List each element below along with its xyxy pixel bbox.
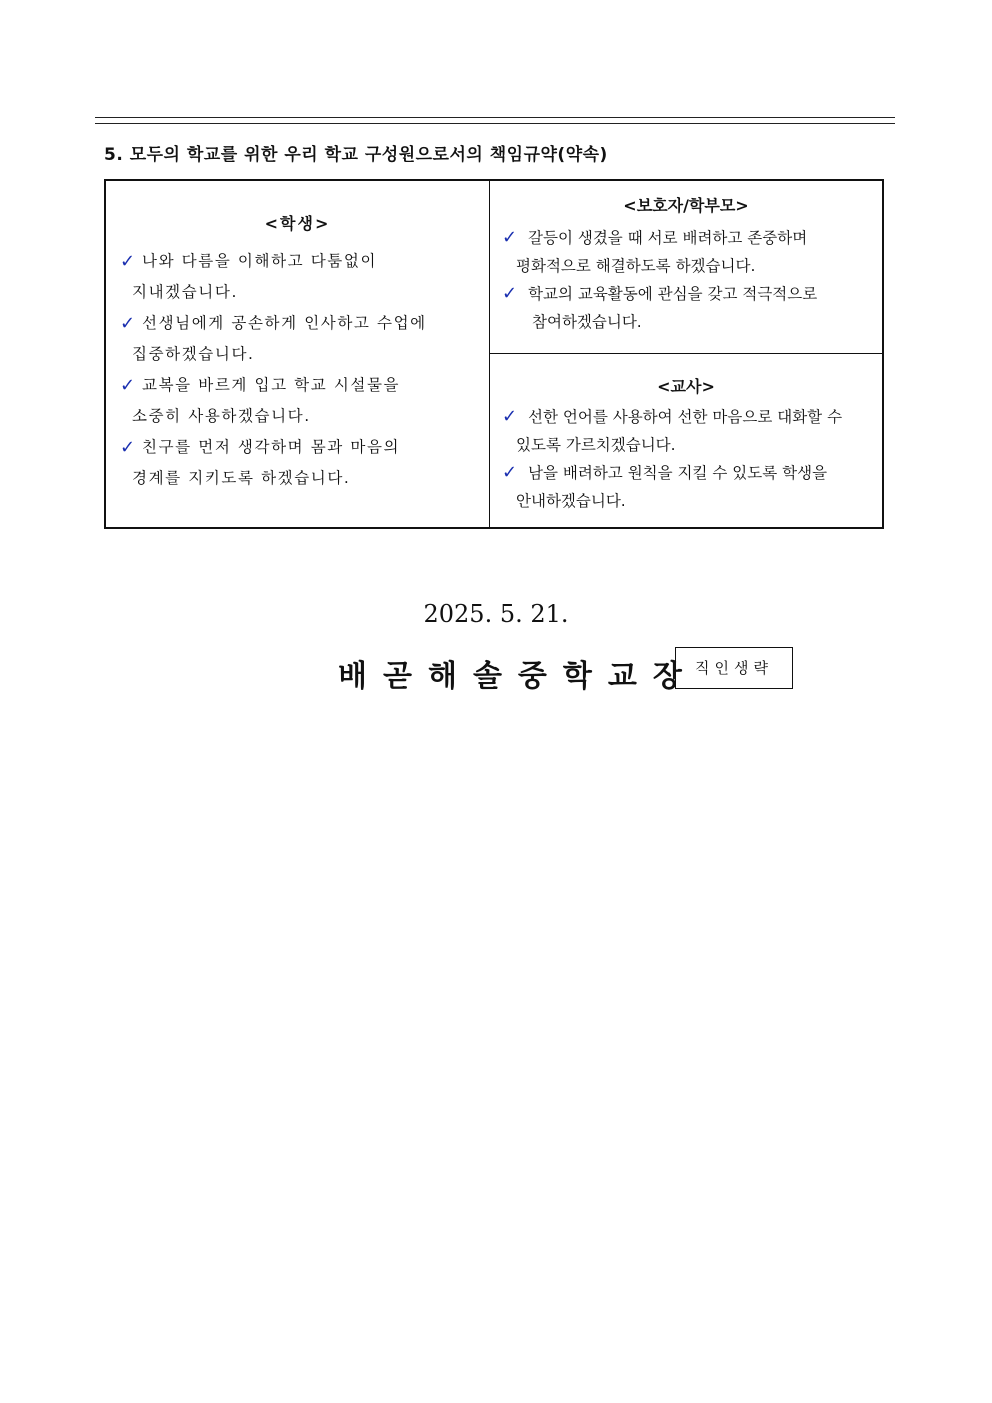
check-icon: ✓: [502, 283, 518, 304]
list-item: ✓ 선생님에게 공손하게 인사하고 수업에 집중하겠습니다.: [142, 308, 469, 370]
top-double-rule: [95, 117, 895, 124]
list-item: ✓ 나와 다름을 이해하고 다툼없이 지내겠습니다.: [142, 246, 469, 308]
teacher-cell: [490, 354, 882, 527]
check-icon: ✓: [502, 227, 518, 248]
list-item: ✓ 갈등이 생겼을 때 서로 배려하고 존중하며 평화적으로 해결하도록 하겠습니다.: [528, 224, 868, 280]
parent-heading: <보호자/학부모>: [623, 196, 749, 215]
teacher-heading: <교사>: [657, 377, 715, 396]
section-title: 5. 모두의 학교를 위한 우리 학교 구성원으로서의 책임규약(약속): [104, 145, 608, 165]
check-icon: ✓: [502, 406, 518, 427]
list-item: ✓ 학교의 교육활동에 관심을 갖고 적극적으로 참여하겠습니다.: [528, 280, 868, 336]
student-list: [106, 246, 489, 494]
right-column: [490, 181, 882, 527]
check-icon: ✓: [120, 375, 137, 396]
parent-list: [490, 224, 882, 336]
student-heading: <학생>: [264, 214, 331, 233]
parent-cell: [490, 181, 882, 354]
list-item: ✓ 친구를 먼저 생각하며 몸과 마음의 경계를 지키도록 하겠습니다.: [142, 432, 469, 494]
check-icon: ✓: [120, 251, 137, 272]
teacher-list: [490, 403, 882, 515]
check-icon: ✓: [120, 313, 137, 334]
seal-omitted-box: 직인생략: [675, 647, 793, 689]
list-item: ✓ 선한 언어를 사용하여 선한 마음으로 대화할 수 있도록 가르치겠습니다.: [528, 403, 868, 459]
document-date: 2025. 5. 21.: [423, 600, 569, 628]
check-icon: ✓: [120, 437, 137, 458]
list-item: ✓ 남을 배려하고 원칙을 지킬 수 있도록 학생을 안내하겠습니다.: [528, 459, 868, 515]
pledge-table: [104, 179, 884, 529]
student-cell: [106, 181, 490, 527]
list-item: ✓ 교복을 바르게 입고 학교 시설물을 소중히 사용하겠습니다.: [142, 370, 469, 432]
school-principal-name: 배곧해솔중학교장: [338, 659, 698, 694]
check-icon: ✓: [502, 462, 518, 483]
